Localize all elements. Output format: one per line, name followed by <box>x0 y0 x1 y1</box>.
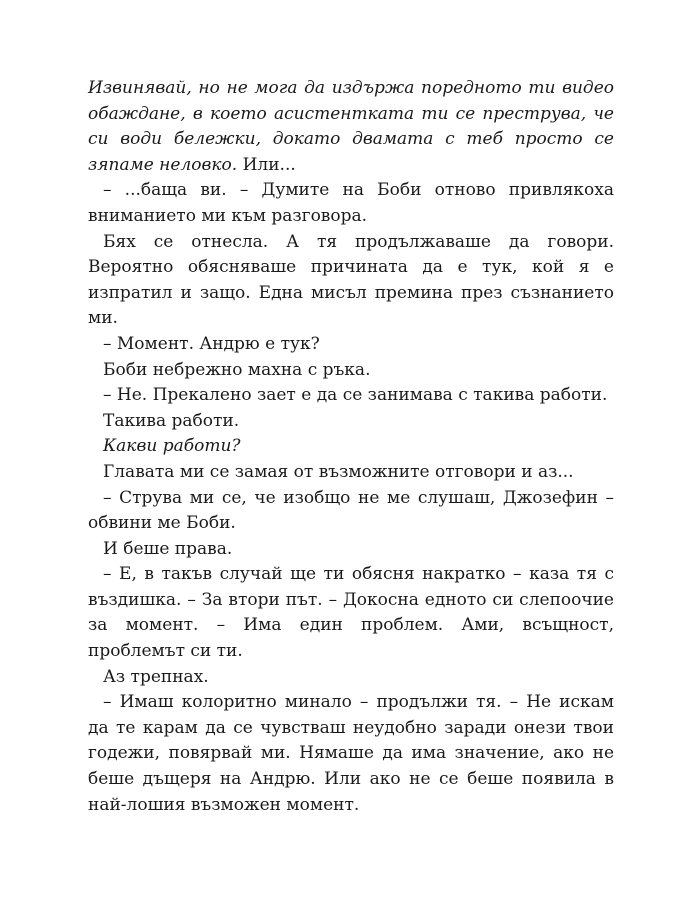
paragraph-4: – Момент. Андрю е тук? <box>103 333 320 354</box>
paragraph-8: Какви работи? <box>103 436 241 457</box>
paragraph-1 <box>88 76 614 178</box>
paragraph-2: – ...баща ви. – Думите на Боби отново привлякоха вниманието ми към разговора. <box>88 180 614 226</box>
book-page <box>88 76 614 818</box>
italic-text: Извинявай, но не мога да издържа поредното ти видео обаждане, в което асистентката ти се преструва, че си води бележки, докато двамата с теб просто се зяпаме неловко. <box>88 78 614 175</box>
paragraph-9: Главата ми се замая от възможните отговори и аз... <box>103 461 574 482</box>
paragraph-12: – Е, в такъв случай ще ти обясня накратко – каза тя с въздишка. – За втори път. – Докосна едното си слепоочие за момент. – Има един проблем. Ами, всъщност, проблемът си ти. <box>88 564 614 662</box>
paragraph-13: Аз трепнах. <box>103 666 209 687</box>
paragraph-7: Такива работи. <box>103 410 240 431</box>
paragraph-5: Боби небрежно махна с ръка. <box>103 359 371 380</box>
paragraph-10: – Струва ми се, че изобщо не ме слушаш, Джозефин – обвини ме Боби. <box>88 487 614 534</box>
paragraph-14: – Имаш колоритно минало – продължи тя. – Не искам да те карам да се чувстваш неудобно заради онези твои годежи, повярвай ми. Нямаше да има значение, ако не беше дъщеря на Андрю. Или ако не се беше появила в най-лошия възможен момент. <box>88 692 614 815</box>
paragraph-6: – Не. Прекалено зает е да се занимава с такива работи. <box>103 385 608 406</box>
paragraph-text: Или... <box>237 154 296 175</box>
paragraph-11: И беше права. <box>103 538 233 559</box>
paragraph-3: Бях се отнесла. А тя продължаваше да говори. Вероятно обясняваше причината да е тук, кой я е изпратил и защо. Една мисъл премина през съзнанието ми. <box>88 231 614 329</box>
